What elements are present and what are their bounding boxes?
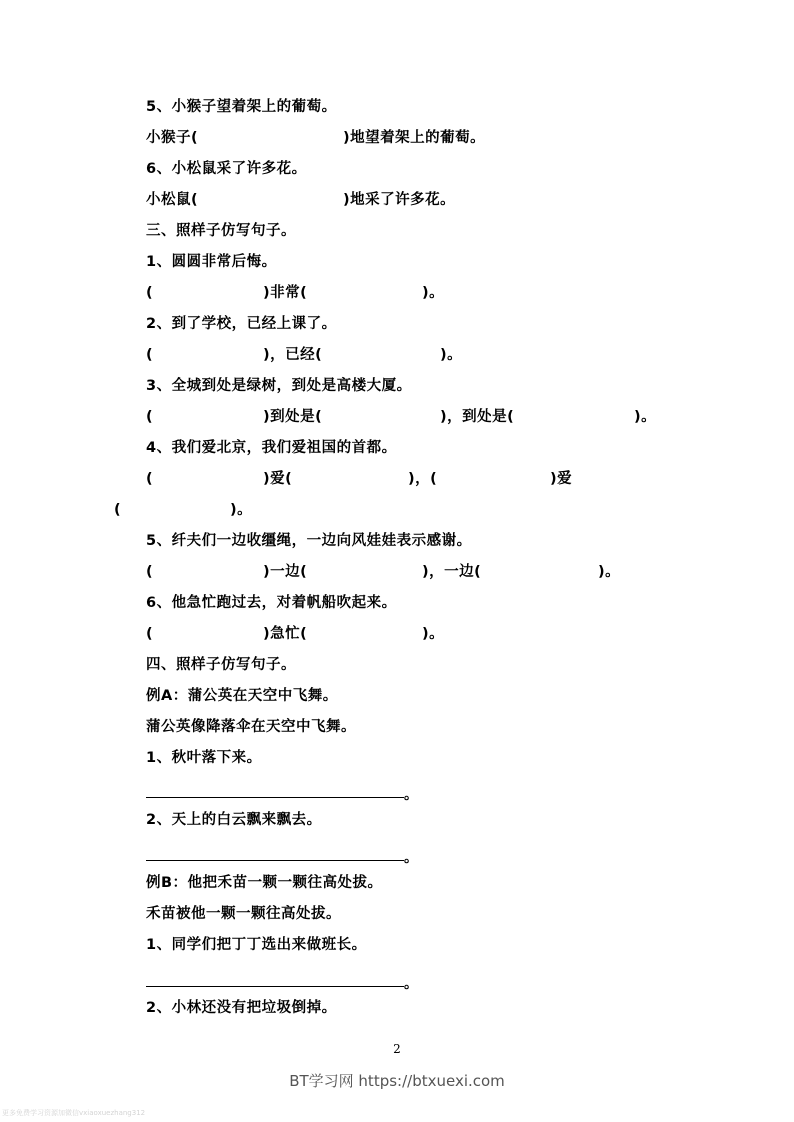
period: 。 (404, 850, 418, 866)
text-segment: )。 (230, 502, 253, 518)
example-a: 例A：蒲公英在天空中飞舞。 (146, 688, 338, 704)
text-segment: )地采了许多花。 (343, 192, 456, 208)
section-4-b-q2: 2、小林还没有把垃圾倒掉。 (146, 1000, 337, 1016)
text-segment: ( (146, 564, 154, 580)
example-b: 例B：他把禾苗一颗一颗往高处拔。 (146, 875, 383, 891)
text-segment: 小松鼠( (146, 192, 199, 208)
page-number: 2 (393, 1042, 401, 1056)
text-segment: )。 (440, 347, 463, 363)
section-3-q2: 2、到了学校，已经上课了。 (146, 316, 337, 332)
section-3-q5: 5、纤夫们一边收缰绳，一边向风娃娃表示感谢。 (146, 533, 472, 549)
text-segment: )。 (634, 409, 657, 425)
text-segment: )地望着架上的葡萄。 (343, 130, 486, 146)
text-segment: ( (114, 502, 122, 518)
footer-site-link[interactable]: BT学习网 https://btxuexi.com (289, 1072, 505, 1090)
text-segment: )，( (408, 471, 438, 487)
text-segment: )爱( (263, 471, 293, 487)
section-3-q3: 3、全城到处是绿树，到处是高楼大厦。 (146, 378, 412, 394)
answer-blank-a1[interactable] (146, 797, 404, 798)
text-segment: )，一边( (422, 564, 482, 580)
text-segment: ( (146, 471, 154, 487)
period: 。 (404, 976, 418, 992)
text-segment: )。 (422, 626, 445, 642)
text-segment: ( (146, 285, 154, 301)
answer-blank-a2[interactable] (146, 860, 404, 861)
text-segment: ( (146, 409, 154, 425)
text-segment: 小猴子( (146, 130, 199, 146)
section-3-q6: 6、他急忙跑过去，对着帆船吹起来。 (146, 595, 397, 611)
text-segment: )急忙( (263, 626, 308, 642)
answer-blank-b1[interactable] (146, 986, 404, 987)
section-3-title: 三、照样子仿写句子。 (146, 223, 296, 239)
text-segment: ( (146, 626, 154, 642)
text-segment: )。 (598, 564, 621, 580)
example-a-answer: 蒲公英像降落伞在天空中飞舞。 (146, 719, 356, 735)
text-segment: ( (146, 347, 154, 363)
exercise-5-prompt: 5、小猴子望着架上的葡萄。 (146, 99, 337, 115)
text-segment: )，到处是( (440, 409, 515, 425)
section-4-b-q1: 1、同学们把丁丁选出来做班长。 (146, 937, 367, 953)
text-segment: )一边( (263, 564, 308, 580)
section-3-q1: 1、圆圆非常后悔。 (146, 254, 277, 270)
example-b-answer: 禾苗被他一颗一颗往高处拔。 (146, 906, 341, 922)
section-3-q4: 4、我们爱北京，我们爱祖国的首都。 (146, 440, 397, 456)
text-segment: )非常( (263, 285, 308, 301)
section-4-title: 四、照样子仿写句子。 (146, 657, 296, 673)
section-4-a-q2: 2、天上的白云飘来飘去。 (146, 812, 322, 828)
text-segment: )到处是( (263, 409, 323, 425)
text-segment: )爱 (550, 471, 573, 487)
exercise-6-prompt: 6、小松鼠采了许多花。 (146, 161, 307, 177)
text-segment: )。 (422, 285, 445, 301)
section-4-a-q1: 1、秋叶落下来。 (146, 750, 262, 766)
period: 。 (404, 787, 418, 803)
text-segment: )，已经( (263, 347, 323, 363)
watermark: 更多免费学习资源加微信vxiaoxuezhang312 (2, 1109, 146, 1117)
